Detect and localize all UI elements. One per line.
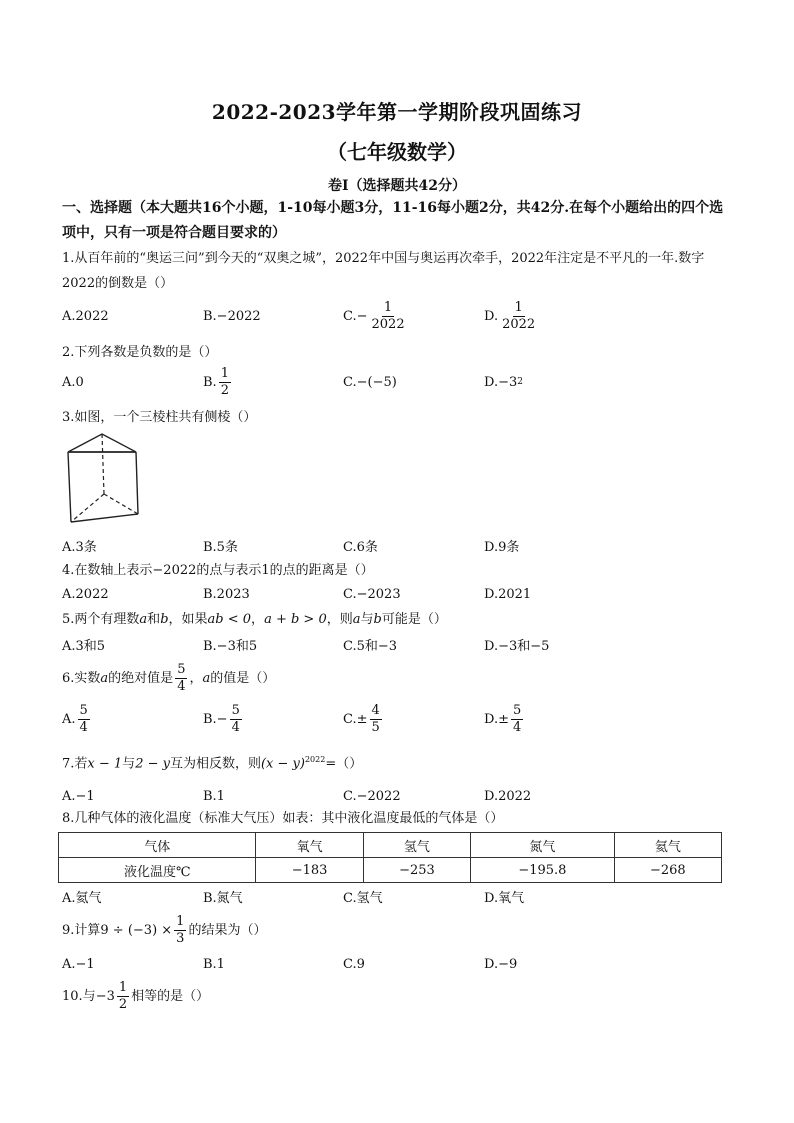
q5-expr-1: ab < 0: [207, 612, 252, 627]
section-instruction: 一、选择题（本大题共16个小题，1-10每小题3分，11-16每小题2分，共42分.在每个小题给出的四个选项中，只有一项是符合题目要求的）: [62, 200, 724, 241]
q7-text-a: 7.若: [62, 756, 88, 772]
q7-expr-2: 2 − y: [135, 756, 170, 772]
triangular-prism-figure: [62, 428, 142, 524]
q2-d-prefix: D.−3: [484, 374, 518, 390]
q10-den: 2: [118, 996, 128, 1012]
prism-right-edge: [136, 452, 138, 514]
table-cell: −268: [614, 858, 721, 883]
question-6-stem: [62, 658, 734, 698]
q7-option-d[interactable]: D.2022: [484, 788, 532, 804]
q9-text-a: 9.计算: [62, 922, 101, 938]
q10-expression: −3: [95, 988, 115, 1004]
section-heading: 卷Ⅰ（选择题共42分）: [327, 178, 467, 194]
q2-option-a[interactable]: A.0: [62, 374, 84, 390]
q9-num: 1: [176, 913, 185, 929]
q1-option-c[interactable]: [343, 296, 409, 336]
table-cell: 液化温度℃: [59, 858, 256, 883]
q1-c-den: 2022: [371, 316, 405, 332]
q6-text-c: ，: [189, 670, 203, 686]
q10-fraction: [117, 980, 129, 1013]
q6-var-a: a: [100, 670, 109, 686]
q1-d-fraction: [500, 300, 537, 333]
table-header-cell: 氦气: [614, 833, 721, 858]
exam-title: 2022-2023学年第一学期阶段巩固练习: [211, 100, 583, 124]
q6-stem-fraction: [175, 662, 187, 695]
q6-option-b[interactable]: [203, 699, 244, 739]
q10-text-b: 相等的是（）: [131, 988, 210, 1004]
table-header-row: [59, 833, 722, 858]
q8-option-a[interactable]: A.氦气: [62, 890, 102, 906]
q5-expr-2: a + b > 0: [264, 612, 327, 627]
q5-text-b: 和: [147, 612, 161, 627]
q7-option-c[interactable]: C.−2022: [343, 788, 401, 804]
prism-bottom-front-edge: [71, 514, 138, 522]
q7-expr-3: (x − y): [260, 756, 305, 772]
q5-var-b: b: [160, 612, 169, 627]
exam-subtitle: （七年级数学）: [327, 140, 467, 164]
q2-option-d[interactable]: [484, 362, 523, 402]
table-header-cell: 氢气: [363, 833, 470, 858]
q6-stem-num: 5: [177, 661, 186, 677]
q9-option-c[interactable]: C.9: [343, 956, 365, 972]
q5-var-a-2: a: [352, 612, 361, 627]
q5-option-d[interactable]: D.−3和−5: [484, 638, 550, 654]
q8-option-c[interactable]: C.氢气: [343, 890, 383, 906]
q5-option-c[interactable]: C.5和−3: [343, 638, 398, 654]
q6-option-d[interactable]: [484, 699, 525, 739]
q9-den: 3: [176, 930, 185, 946]
q5-text-d: ，: [251, 612, 265, 627]
question-1-stem: 1.从百年前的“奥运三问”到今天的“双奥之城”，2022年中国与奥运再次牵手，2022年注定是不平凡的一年.数字2022的倒数是（）: [62, 251, 705, 291]
prism-hidden-edge: [102, 434, 104, 494]
q6-b-den: 4: [231, 719, 240, 735]
q6-b-fraction: [230, 703, 242, 736]
q7-text-b: 与: [122, 756, 136, 772]
q6-option-c[interactable]: [343, 699, 384, 739]
q6-a-prefix: A.: [62, 711, 76, 727]
q7-option-a[interactable]: A.−1: [62, 788, 95, 804]
q5-option-b[interactable]: B.−3和5: [203, 638, 258, 654]
question-2-options: [62, 362, 734, 402]
question-8-stem: 8.几种气体的液化温度（标准大气压）如表：其中液化温度最低的气体是（）: [62, 811, 504, 826]
q6-text-d: 的值是（）: [210, 670, 276, 686]
q6-option-a[interactable]: [62, 699, 92, 739]
q6-c-den: 5: [371, 719, 380, 735]
q6-d-den: 4: [512, 719, 522, 735]
q2-option-b[interactable]: [203, 362, 233, 402]
q2-b-num: 1: [220, 365, 229, 381]
q6-c-prefix: C.±: [343, 711, 368, 727]
q3-option-d[interactable]: D.9条: [484, 539, 520, 555]
q9-option-d[interactable]: D.−9: [484, 956, 518, 972]
q3-option-c[interactable]: C.6条: [343, 539, 378, 555]
q6-d-prefix: D.±: [484, 711, 509, 727]
table-header-cell: 氮气: [471, 833, 615, 858]
q6-a-den: 4: [79, 719, 88, 735]
q7-exponent: 2022: [304, 755, 326, 764]
q6-b-num: 5: [231, 702, 240, 718]
q1-c-fraction: [370, 300, 407, 333]
q5-var-b-2: b: [373, 612, 382, 627]
q10-text-a: 10.与: [62, 988, 96, 1004]
q1-option-d[interactable]: [484, 296, 539, 336]
q5-option-a[interactable]: A.3和5: [62, 638, 106, 654]
q5-text-e: ，则: [326, 612, 353, 627]
q9-expression: 9 ÷ (−3) ×: [100, 922, 173, 938]
q5-text-f: 与: [360, 612, 374, 627]
table-header-cell: 气体: [59, 833, 256, 858]
q1-d-num: 1: [514, 299, 523, 315]
prism-hidden-bottom-left: [71, 494, 104, 522]
q4-option-c[interactable]: C.−2023: [343, 586, 401, 602]
q8-option-b[interactable]: B.氮气: [203, 890, 243, 906]
q6-b-prefix: B.−: [203, 711, 228, 727]
q2-b-den: 2: [220, 382, 229, 398]
q6-stem-den: 4: [177, 678, 186, 694]
q5-text-c: ，如果: [168, 612, 208, 627]
q10-num: 1: [118, 979, 128, 995]
q2-option-c[interactable]: C.−(−5): [343, 374, 397, 390]
q1-option-b[interactable]: B.−2022: [203, 308, 261, 324]
q6-d-fraction: [511, 703, 523, 736]
question-7-stem: [62, 747, 734, 776]
table-cell: −183: [256, 858, 363, 883]
prism-left-edge: [68, 452, 71, 522]
q4-option-b[interactable]: B.2023: [203, 586, 250, 602]
q2-d-sup: 2: [517, 377, 523, 387]
q4-option-a[interactable]: A.2022: [62, 586, 109, 602]
q5-var-a: a: [139, 612, 148, 627]
q5-text-g: 可能是（）: [381, 612, 447, 627]
q7-option-b[interactable]: B.1: [203, 788, 225, 804]
table-header-cell: 氧气: [256, 833, 363, 858]
question-3-stem: 3.如图，一个三棱柱共有侧棱（）: [62, 410, 257, 425]
q5-text-a: 5.两个有理数: [62, 612, 140, 627]
q9-option-a[interactable]: A.−1: [62, 956, 95, 972]
q4-option-d[interactable]: D.2021: [484, 586, 532, 602]
table-cell: −195.8: [471, 858, 615, 883]
question-6-options: [62, 699, 734, 739]
q6-text-b: 的绝对值是: [108, 670, 174, 686]
q2-b-fraction: [219, 366, 231, 399]
table-cell: −253: [363, 858, 470, 883]
question-2-stem: 2.下列各数是负数的是（）: [62, 345, 218, 360]
q1-c-prefix: C.−: [343, 308, 368, 324]
q2-b-prefix: B.: [203, 374, 217, 390]
q1-c-num: 1: [383, 299, 393, 315]
q9-option-b[interactable]: B.1: [203, 956, 225, 972]
q6-d-num: 5: [512, 702, 522, 718]
q6-a-num: 5: [79, 702, 88, 718]
question-4-stem: 4.在数轴上表示−2022的点与表示1的点的距离是（）: [62, 563, 374, 578]
q6-text-a: 6.实数: [62, 670, 101, 686]
question-10-stem: [62, 976, 734, 1016]
q1-option-a[interactable]: A.2022: [62, 308, 109, 324]
q6-c-num: 4: [371, 702, 380, 718]
q7-expr-1: x − 1: [87, 756, 123, 772]
q1-d-prefix: D.: [484, 308, 499, 324]
q1-d-den: 2022: [502, 316, 536, 332]
q9-fraction: [174, 914, 186, 947]
q7-text-d: =（）: [325, 756, 363, 772]
q9-text-b: 的结果为（）: [188, 922, 267, 938]
q3-option-b[interactable]: B.5条: [203, 539, 238, 555]
question-1-options: [62, 296, 734, 336]
q7-text-c: 互为相反数，则: [169, 756, 261, 772]
q6-a-fraction: [78, 703, 90, 736]
q3-option-a[interactable]: A.3条: [62, 539, 97, 555]
prism-hidden-bottom-right: [104, 494, 138, 514]
q8-option-d[interactable]: D.氧气: [484, 890, 525, 906]
q6-c-fraction: [370, 703, 382, 736]
q6-var-a-2: a: [202, 670, 211, 686]
